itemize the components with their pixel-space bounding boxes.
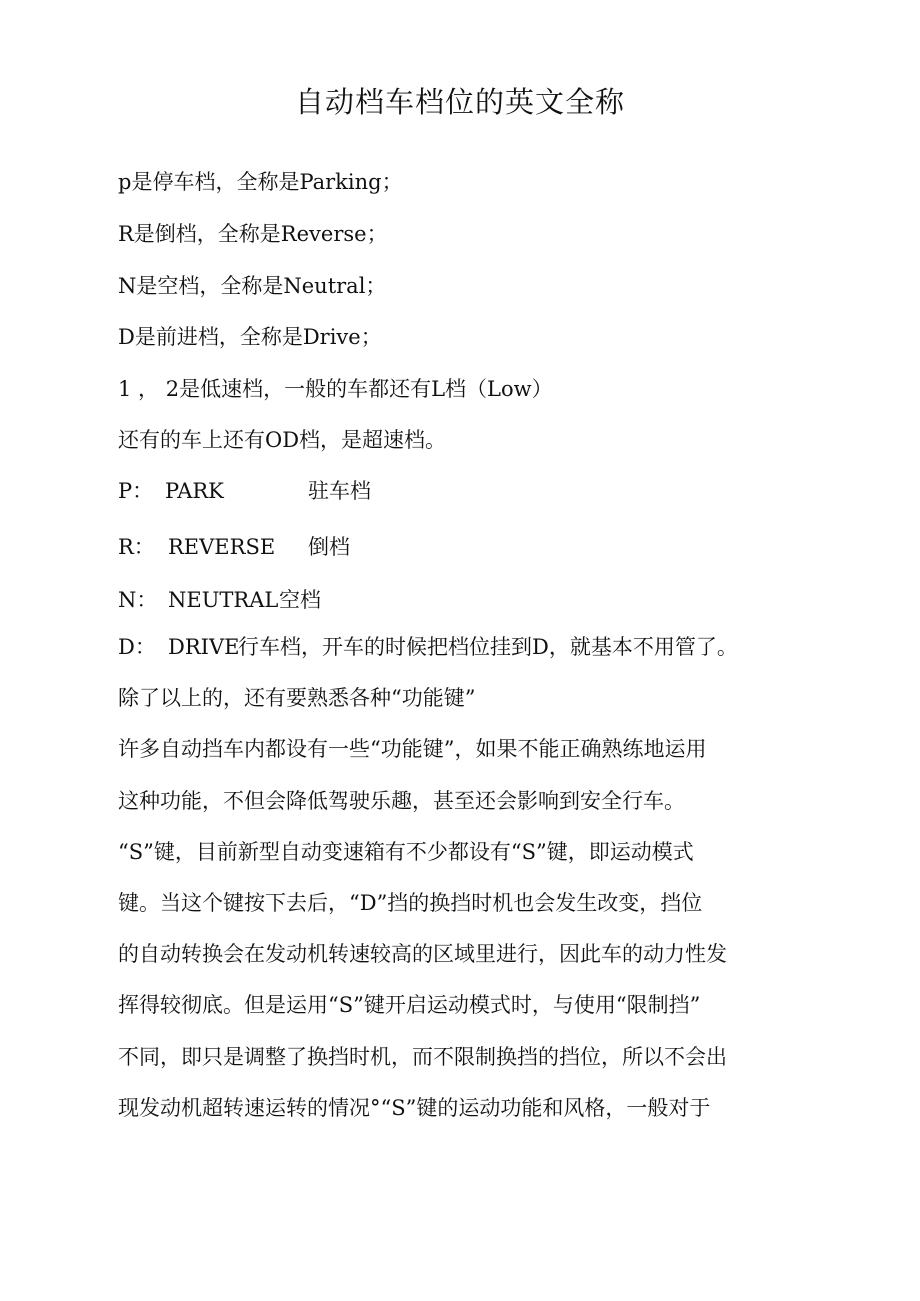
gear-english: NEUTRAL [168, 588, 279, 612]
gear-chinese: 驻车档 [308, 479, 371, 503]
paragraph-line: 键。当这个键按下去后，“D”挡的换挡时机也会发生改变，挡位 [118, 891, 703, 915]
paragraph-line: 这种功能，不但会降低驾驶乐趣，甚至还会影响到安全行车。 [118, 789, 685, 813]
paragraph-line: 挥得较彻底。但是运用“S”键开启运动模式时，与使用“限制挡” [118, 993, 701, 1017]
gear-line-drive: D是前进档，全称是Drive； [118, 325, 382, 349]
gear-line-overdrive: 还有的车上还有OD档，是超速档。 [118, 428, 447, 452]
paragraph-line: 不同，即只是调整了换挡时机，而不限制换挡的挡位，所以不会出 [118, 1045, 727, 1069]
gear-english: DRIVE [168, 635, 240, 659]
gear-english: PARK [165, 479, 224, 503]
gear-line-parking: p是停车档，全称是Parking； [118, 170, 403, 194]
paragraph-line: 除了以上的，还有要熟悉各种“功能键” [118, 686, 476, 710]
gear-line-low: 1 ， 2是低速档，一般的车都还有L档（Low） [118, 377, 553, 401]
gear-line-neutral: N是空档，全称是Neutral； [118, 274, 387, 298]
gear-english: REVERSE [168, 535, 276, 559]
gear-key: P： [118, 479, 154, 503]
gear-key: R： [118, 535, 155, 559]
gear-line-reverse: R是倒档，全称是Reverse； [118, 222, 388, 246]
paragraph-line: 的自动转换会在发动机转速较高的区域里进行，因此车的动力性发 [118, 942, 727, 966]
gear-key: N： [118, 588, 158, 612]
gear-chinese: 空档 [279, 588, 321, 612]
paragraph-line: 许多自动挡车内都设有一些“功能键”，如果不能正确熟练地运用 [118, 737, 707, 761]
gear-chinese: 行车档，开车的时候把档位挂到D，就基本不用管了。 [238, 635, 738, 659]
paragraph-line: “S”键，目前新型自动变速箱有不少都设有“S”键，即运动模式 [118, 840, 694, 864]
paragraph-line: 现发动机超转速运转的情况°“S”键的运动功能和风格，一般对于 [118, 1096, 711, 1120]
gear-key: D： [118, 635, 156, 659]
document-title: 自动档车档位的英文全称 [294, 85, 625, 119]
gear-chinese: 倒档 [308, 535, 350, 559]
